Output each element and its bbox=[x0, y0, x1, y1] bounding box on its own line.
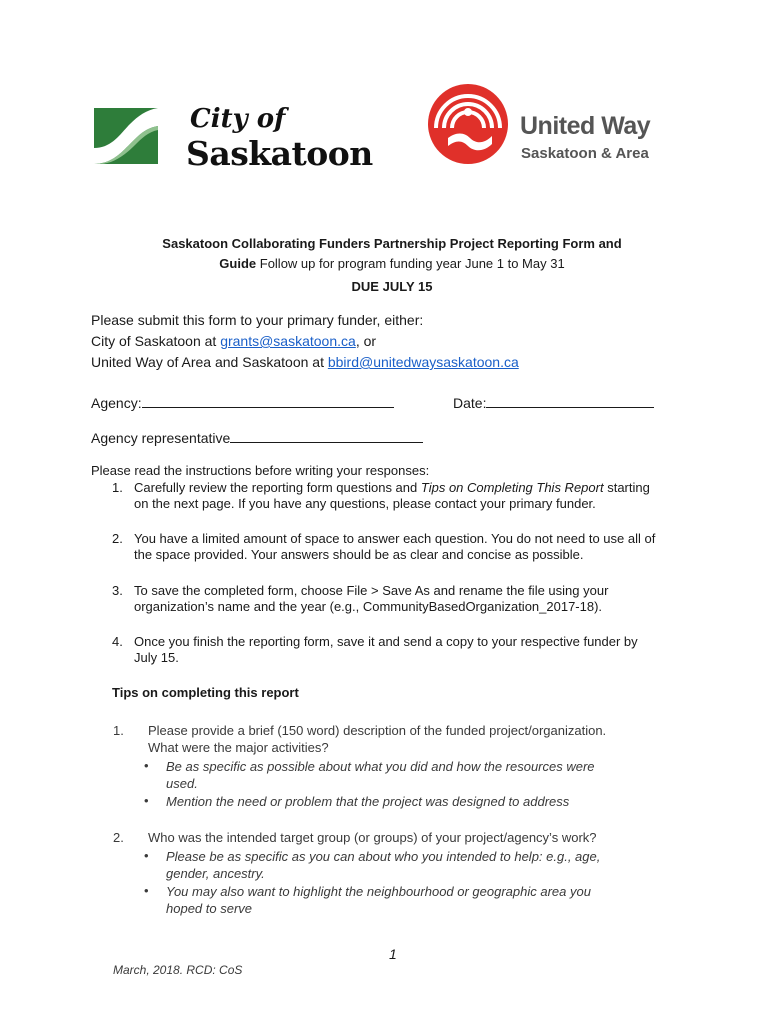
representative-field bbox=[91, 429, 423, 446]
city-prefix: City of Saskatoon at bbox=[91, 333, 217, 349]
city-logo-line2: Saskatoon bbox=[186, 134, 373, 173]
instruction-num: 1. bbox=[112, 480, 123, 495]
document-subtitle bbox=[0, 256, 770, 271]
uw-email-link[interactable]: bbird@unitedwaysaskatoon.ca bbox=[327, 354, 519, 370]
date-label: Date: bbox=[453, 395, 487, 411]
city-swoosh-icon bbox=[90, 104, 162, 168]
city-logo-line1: City of bbox=[190, 104, 286, 134]
date-field bbox=[453, 394, 654, 411]
city-email-link[interactable]: grants@saskatoon.ca bbox=[220, 333, 356, 349]
city-of-saskatoon-logo bbox=[90, 104, 373, 173]
date-input-line[interactable] bbox=[486, 394, 654, 408]
subtitle-text: Follow up for program funding year June 1 to May 31 bbox=[259, 256, 565, 271]
submit-intro: Please submit this form to your primary funder, either: bbox=[91, 312, 424, 328]
uw-prefix: United Way of Area and Saskatoon at bbox=[91, 354, 324, 370]
due-date: DUE JULY 15 bbox=[351, 279, 433, 294]
bullet: • bbox=[144, 848, 149, 863]
subtitle-guide: Guide bbox=[219, 256, 257, 271]
united-way-line2: Saskatoon & Area bbox=[521, 145, 649, 162]
submit-city-line bbox=[91, 333, 376, 349]
submit-uw-line bbox=[91, 354, 519, 370]
instructions-intro: Please read the instructions before writing your responses: bbox=[91, 463, 430, 478]
city-suffix: , or bbox=[355, 333, 377, 349]
representative-label: Agency representative bbox=[91, 430, 231, 446]
tips-heading: Tips on completing this report bbox=[112, 685, 299, 700]
united-way-logo bbox=[426, 82, 676, 172]
bullet: • bbox=[144, 758, 149, 773]
agency-field bbox=[91, 394, 394, 411]
agency-label: Agency: bbox=[91, 395, 142, 411]
bullet: • bbox=[144, 883, 149, 898]
footer-note: March, 2018. RCD: CoS bbox=[113, 963, 243, 977]
representative-input-line[interactable] bbox=[230, 429, 423, 443]
united-way-emblem-icon bbox=[426, 82, 510, 166]
bullet: • bbox=[144, 793, 149, 808]
page-number: 1 bbox=[389, 946, 397, 962]
united-way-line1: United Way bbox=[520, 112, 651, 140]
agency-input-line[interactable] bbox=[142, 394, 394, 408]
document-title: Saskatoon Collaborating Funders Partnership Project Reporting Form and bbox=[162, 236, 622, 251]
